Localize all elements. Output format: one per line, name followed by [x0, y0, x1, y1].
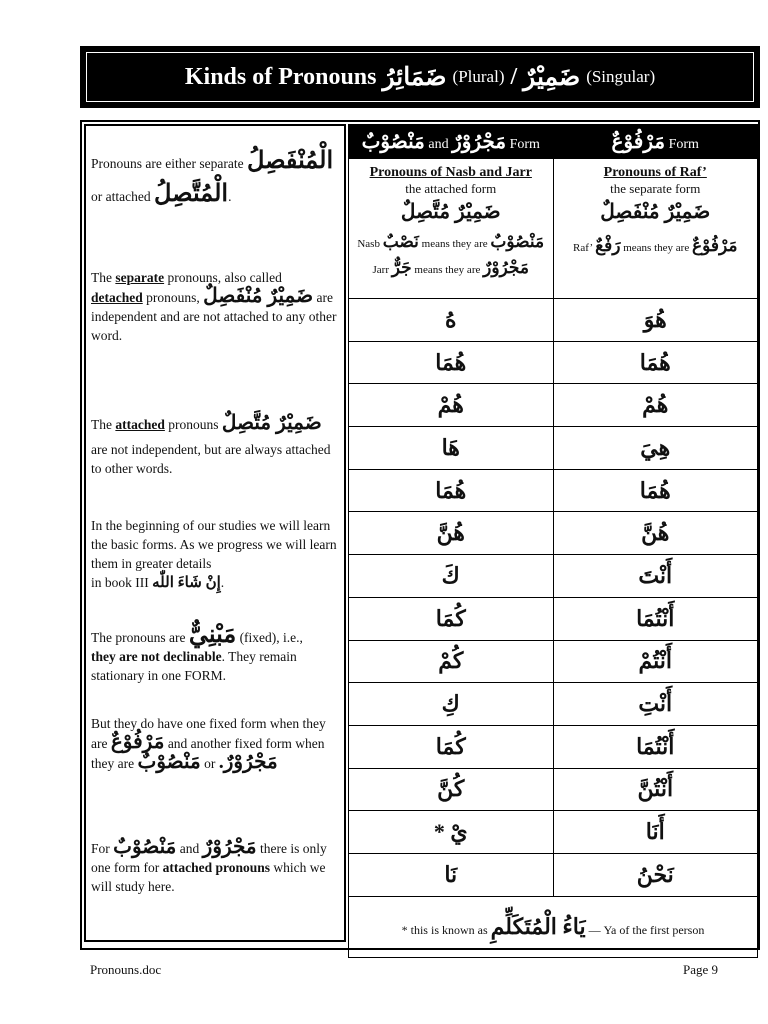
separate-pronoun: هِيَ — [553, 427, 758, 470]
text: — Ya of the first person — [588, 922, 705, 937]
table-row — [349, 341, 758, 384]
title-main: Kinds of Pronouns — [184, 63, 377, 90]
text: For — [91, 841, 110, 856]
arabic-damir-munfasil: ضَمِيْرٌ مُنْفَصِلٌ — [203, 285, 314, 307]
attached-pronoun: هَا — [349, 427, 554, 470]
subheader-raf — [553, 159, 758, 299]
separate-pronoun: أَنْتِ — [553, 683, 758, 726]
attached-pronoun: كُمَا — [349, 725, 554, 768]
attached-pronoun: كُنَّ — [349, 768, 554, 811]
table-row — [349, 427, 758, 470]
title-singular-ar: ضَمِيْرٌ — [523, 64, 581, 91]
text: pronouns — [168, 417, 219, 432]
title-banner — [80, 46, 760, 108]
text: are not independent, but are always attached to other words. — [91, 442, 331, 476]
text: pronouns, — [146, 290, 200, 305]
text: . They remain stationary in one FORM. — [91, 649, 297, 683]
table-row — [349, 299, 758, 342]
arabic-majrur: مَجْرُوْرٌ — [483, 258, 529, 277]
para-separate-attached — [91, 148, 338, 207]
table-row — [349, 384, 758, 427]
separate-pronoun: هُمْ — [553, 384, 758, 427]
arabic-mabni: مَبْنِيٌّ — [188, 622, 237, 648]
attached-pronoun: هُمَا — [349, 469, 554, 512]
attached-pronoun: هُنَّ — [349, 512, 554, 555]
arabic-mansub: مَنْصُوْبٌ — [137, 751, 201, 773]
text: The pronouns are — [91, 630, 186, 645]
separate-pronoun: هُنَّ — [553, 512, 758, 555]
table-note-row — [349, 896, 758, 957]
arabic-nasb: نَصْبٌ — [382, 232, 419, 251]
table-row — [349, 725, 758, 768]
arabic-mansub: مَنْصُوْبٌ — [113, 836, 177, 858]
pronoun-table — [348, 124, 758, 958]
attached-pronoun: كَ — [349, 555, 554, 598]
attached-pronoun: كِ — [349, 683, 554, 726]
title-plural-label: (Plural) — [452, 67, 505, 86]
nasb-line — [349, 230, 553, 256]
raf-line — [554, 234, 758, 260]
text: which we will study here. — [91, 860, 326, 894]
separate-pronoun: أَنْتُنَّ — [553, 768, 758, 811]
arabic-damir-munfasil: ضَمِيْرٌ مُنْفَصِلٌ — [600, 201, 711, 223]
table-row — [349, 768, 758, 811]
attached-pronouns-bold: attached pronouns — [162, 860, 271, 875]
title-slash: / — [510, 63, 518, 90]
text: Nasb — [357, 238, 380, 250]
separate-pronoun: هُمَا — [553, 341, 758, 384]
text: and another fixed form when they are — [91, 736, 325, 771]
attached-pronoun: هُ — [349, 299, 554, 342]
text: But they do have one fixed form when they are — [91, 716, 326, 751]
table-row — [349, 555, 758, 598]
footnote-ya — [349, 896, 758, 957]
subheader-title: Pronouns of Nasb and Jarr — [369, 165, 532, 180]
text: . — [220, 575, 225, 590]
text: and — [179, 841, 200, 856]
arabic-marfu: مَرْفُوْعٌ — [691, 236, 738, 255]
subheader-desc: the separate form — [610, 181, 701, 196]
arabic-mansub: مَنْصُوْبٌ — [361, 131, 425, 153]
text: * this is known as — [401, 922, 488, 937]
separate-pronoun: أَنْتُمْ — [553, 640, 758, 683]
table-subheader-row — [349, 159, 758, 299]
footer-page-number: Page 9 — [682, 962, 718, 977]
footer-filename: Pronouns.doc — [90, 962, 162, 977]
text: Form — [509, 137, 540, 152]
subheader-title: Pronouns of Raf’ — [603, 165, 707, 180]
attached-pronoun: كُمَا — [349, 597, 554, 640]
word-attached: attached — [115, 417, 165, 432]
arabic-muttasil: الْمُتَّصِلُ — [153, 181, 229, 207]
attached-pronoun: هُمَا — [349, 341, 554, 384]
separate-pronoun: أَنْتُمَا — [553, 725, 758, 768]
subheader-nasb-jarr — [349, 159, 554, 299]
text: pronouns, also called — [167, 270, 282, 285]
jarr-line — [349, 256, 553, 282]
title-plural-ar: ضَمَائِرُ — [382, 64, 447, 91]
arabic-majrur: مَجْرُوْرٌ — [452, 131, 507, 153]
para-one-form — [91, 838, 338, 896]
arabic-ya-mutakallim: يَاءُ الْمُتَكَلِّمِ — [490, 913, 586, 939]
para-fixed-form — [91, 714, 338, 773]
text: in book III — [91, 575, 149, 590]
attached-pronoun: نَا — [349, 853, 554, 896]
separate-pronoun: هُمَا — [553, 469, 758, 512]
separate-pronoun: نَحْنُ — [553, 853, 758, 896]
text: (fixed), i.e., — [239, 630, 303, 645]
text: Pronouns are either separate — [91, 156, 244, 171]
table-row — [349, 853, 758, 896]
explanation-panel — [84, 124, 346, 942]
arabic-marfu: مَرْفُوْعٌ — [110, 731, 165, 753]
arabic-majrur: مَجْرُوْرٌ. — [218, 751, 278, 773]
attached-pronoun: هُمْ — [349, 384, 554, 427]
table-row — [349, 811, 758, 854]
text: Form — [668, 137, 699, 152]
arabic-damir-muttasil: ضَمِيْرٌ مُتَّصِلٌ — [221, 412, 322, 434]
text: independent and are not attached to any other word. — [91, 309, 337, 343]
attached-pronoun: * يْ — [349, 811, 554, 854]
arabic-mansub: مَنْصُوْبٌ — [490, 232, 545, 251]
separate-pronoun: أَنْتَ — [553, 555, 758, 598]
table-row — [349, 597, 758, 640]
text: or — [204, 756, 216, 771]
attached-pronoun: كُمْ — [349, 640, 554, 683]
text: and — [428, 137, 449, 152]
title-singular-label: (Singular) — [586, 67, 656, 86]
separate-pronoun: هُوَ — [553, 299, 758, 342]
text: or attached — [91, 189, 151, 204]
table-row — [349, 512, 758, 555]
title-inner — [86, 52, 754, 102]
table-row — [349, 683, 758, 726]
table-row — [349, 469, 758, 512]
para-basic-forms — [91, 516, 338, 593]
text: means they are — [421, 238, 488, 250]
text: means they are — [414, 264, 481, 276]
not-declinable: they are not declinable — [91, 649, 222, 664]
header-nasb-jarr — [349, 125, 554, 159]
arabic-inshaallah: إِنْ شَاءَ اللّٰه — [152, 575, 221, 591]
arabic-marfu: مَرْفُوْعٌ — [611, 131, 666, 153]
table-row — [349, 640, 758, 683]
text: Raf’ — [573, 242, 593, 254]
arabic-raf: رَفْعٌ — [595, 236, 621, 255]
text: there is only one form for — [91, 841, 327, 875]
para-separate — [91, 268, 338, 345]
table-header-row — [349, 125, 758, 159]
text: are — [316, 290, 333, 305]
text: . — [228, 189, 232, 204]
text: Jarr — [372, 264, 389, 276]
text: The — [91, 417, 112, 432]
word-detached: detached — [91, 290, 143, 305]
para-attached — [91, 414, 338, 478]
text: means they are — [623, 242, 690, 254]
arabic-damir-muttasil: ضَمِيْرٌ مُتَّصِلٌ — [400, 201, 501, 223]
separate-pronoun: أَنْتُمَا — [553, 597, 758, 640]
arabic-majrur: مَجْرُوْرٌ — [202, 836, 257, 858]
arabic-jarr: جَرٌّ — [391, 258, 412, 277]
header-raf — [553, 125, 758, 159]
text: The — [91, 270, 112, 285]
arabic-munfasil: الْمُنْفَصِلُ — [246, 148, 334, 174]
word-separate: separate — [115, 270, 165, 285]
para-mabni — [91, 622, 338, 685]
text: In the beginning of our studies we will learn the basic forms. As we progress we will learn them in greater details — [91, 518, 337, 571]
subheader-desc: the attached form — [405, 181, 497, 196]
separate-pronoun: أَنَا — [553, 811, 758, 854]
